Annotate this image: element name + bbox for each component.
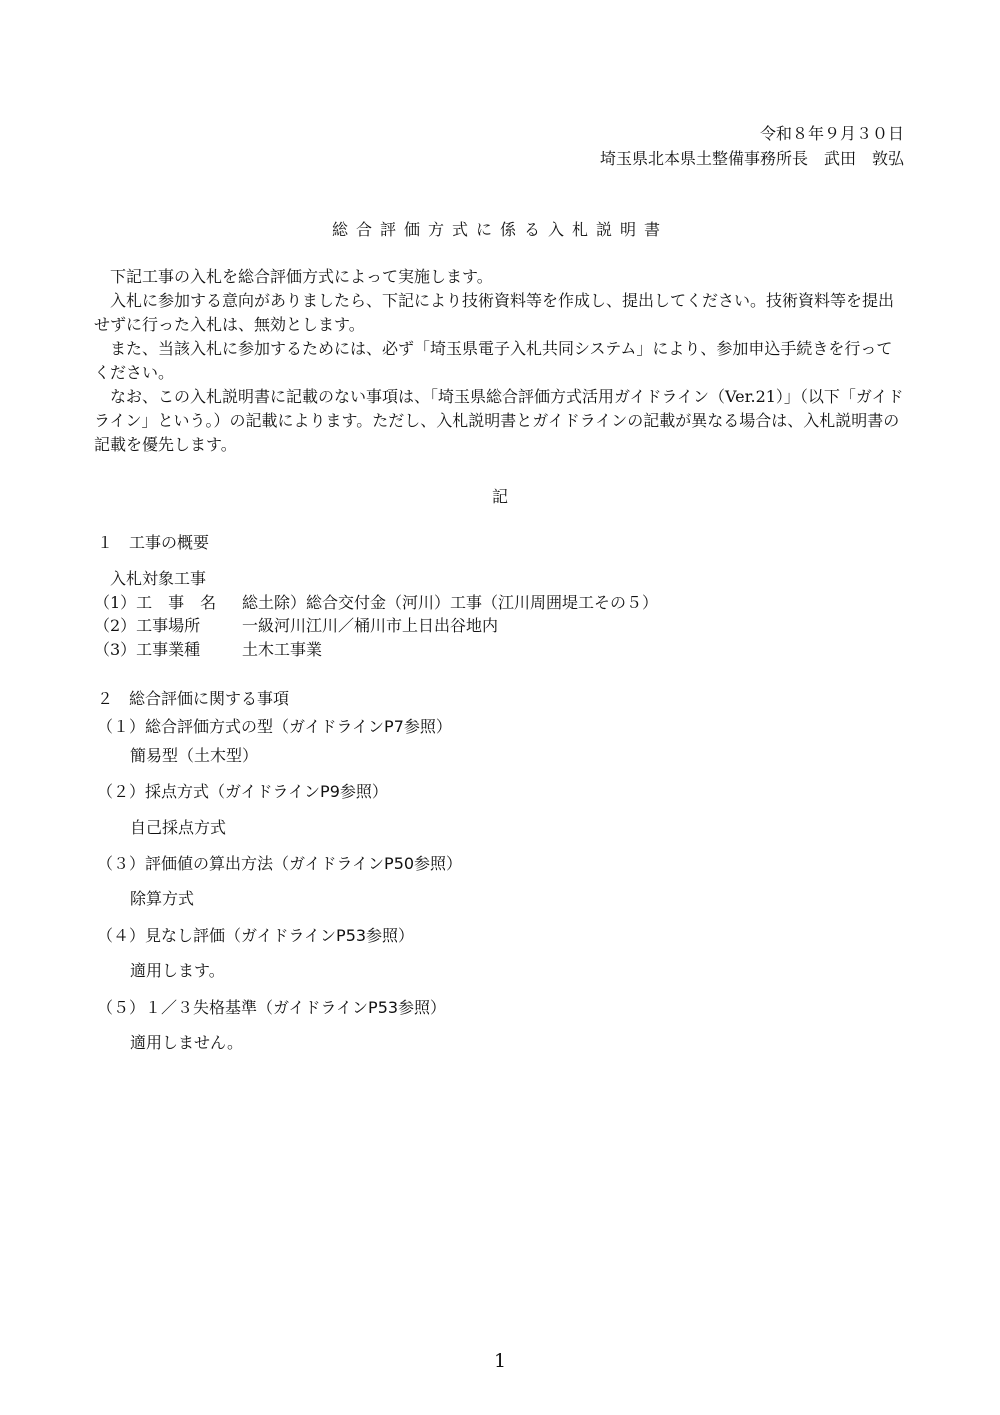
issuer-name: 埼玉県北本県土整備事務所長 武田 敦弘 <box>599 149 904 168</box>
item-label: （1）工 事 名 <box>94 593 217 612</box>
document-title: 総合評価方式に係る入札説明書 <box>331 220 668 239</box>
subsection-value: 自己採点方式 <box>130 818 227 837</box>
subsection-value: 除算方式 <box>130 889 195 908</box>
intro-paragraph: 下記工事の入札を総合評価方式によって実施します。 <box>94 267 493 286</box>
subsection-heading: （５）１／３失格基準（ガイドラインP53参照） <box>97 998 447 1017</box>
item-value: 一級河川江川／桶川市上日出谷地内 <box>242 616 499 635</box>
item-label: （2）工事場所 <box>94 616 201 635</box>
item-value: 総土除）総合交付金（河川）工事（江川周囲堤工その５） <box>242 593 659 612</box>
subsection-value: 適用しません。 <box>130 1033 243 1052</box>
subsection-heading: （３）評価値の算出方法（ガイドラインP50参照） <box>97 854 463 873</box>
ki-marker: 記 <box>491 487 508 506</box>
item-label: （3）工事業種 <box>94 640 201 659</box>
subsection-heading: （２）採点方式（ガイドラインP9参照） <box>97 782 388 801</box>
subsection-value: 適用します。 <box>130 961 225 980</box>
subsection-heading: （１）総合評価方式の型（ガイドラインP7参照） <box>97 717 452 736</box>
intro-paragraph: 入札に参加する意向がありましたら、下記により技術資料等を作成し、提出してください。技術資料等を提出せずに行った入札は、無効とします。 <box>94 291 895 334</box>
list-item <box>94 613 498 636</box>
section-heading: ２ 総合評価に関する事項 <box>97 689 290 708</box>
subsection-heading: （４）見なし評価（ガイドラインP53参照） <box>97 926 415 945</box>
item-value: 土木工事業 <box>242 640 323 659</box>
page-number: 1 <box>493 1350 507 1372</box>
intro-paragraph: なお、この入札説明書に記載のない事項は、「埼玉県総合評価方式活用ガイドライン（Ver.21）」（以下「ガイドライン」という。）の記載によります。ただし、入札説明書とガイドラインの記載が異なる場合は、入札説明書の記載を優先します。 <box>94 387 904 454</box>
section-subheading: 入札対象工事 <box>110 569 207 588</box>
intro-paragraph: また、当該入札に参加するためには、必ず「埼玉県電子入札共同システム」により、参加申込手続きを行ってください。 <box>94 339 893 382</box>
subsection-value: 簡易型（土木型） <box>130 746 259 765</box>
intro-block <box>94 265 906 457</box>
issue-date: 令和８年９月３０日 <box>759 124 904 143</box>
section-heading: １ 工事の概要 <box>97 533 210 552</box>
list-item <box>94 637 322 660</box>
list-item <box>94 590 658 613</box>
